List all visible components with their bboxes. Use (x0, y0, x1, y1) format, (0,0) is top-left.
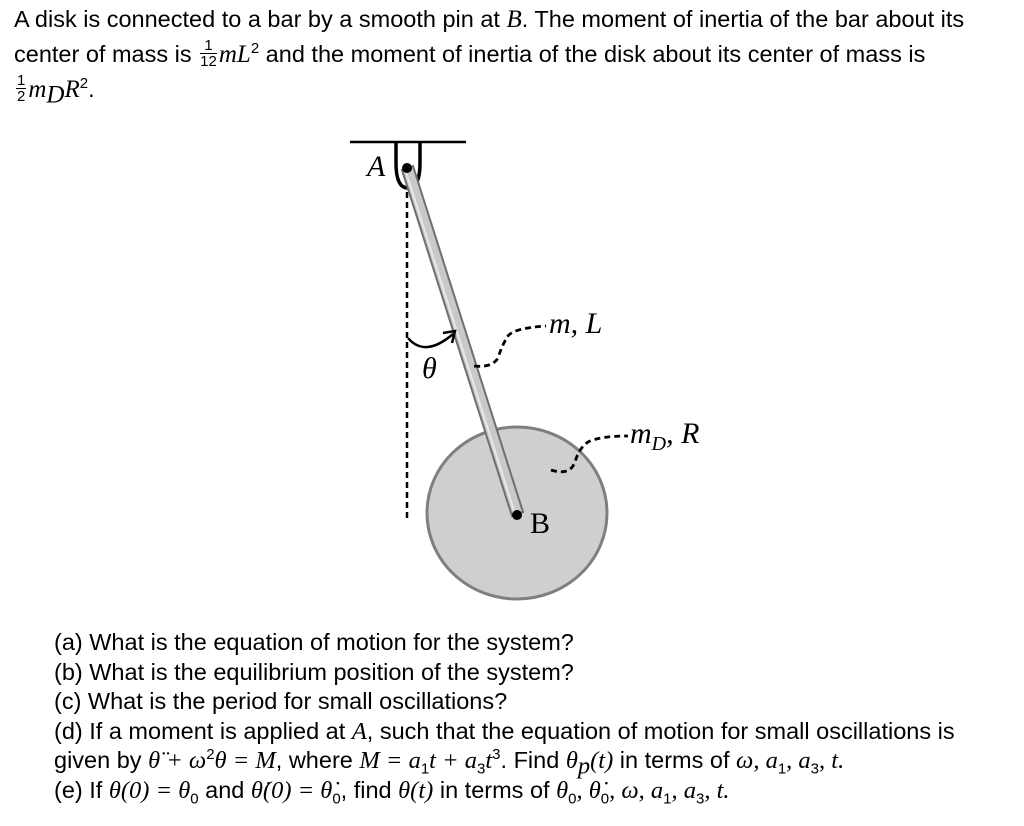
pin-a-dot (402, 163, 412, 173)
fraction-one-half: $\frac{1}{2}$ (17, 72, 26, 106)
question-a: (a) What is the equation of motion for the system? (54, 629, 574, 655)
question-e: (e) If $\theta(0) = \theta_0$ and θ̇(0) = $\thetȧ_0$, find θ(t) in terms of $\theta_0$, $\thetȧ_0$, ω, $a_1$, $a_3$, t. (54, 776, 730, 808)
fraction-one-twelfth: $\frac{1}{12}$ (200, 37, 217, 71)
point-b-ref: B (506, 6, 522, 33)
label-disk-mass-radius: $m_D$, R (630, 417, 700, 455)
bar-label-leader (474, 326, 546, 366)
label-point-a: A (367, 150, 386, 183)
label-point-b: B (530, 507, 551, 540)
intro-text-2: . The moment of inertia of the bar about its center of mass is (14, 6, 965, 67)
intro-period: . (88, 76, 95, 102)
question-b: (b) What is the equilibrium position of the system? (54, 658, 574, 685)
theta-arc (408, 334, 453, 347)
intro-text-3: and the moment of inertia of the disk about its center of mass is (259, 41, 926, 67)
exponent-2b: 2 (79, 75, 89, 93)
label-theta: θ (422, 352, 437, 385)
question-list (54, 628, 1016, 808)
question-c: (c) What is the period for small oscillations? (54, 688, 508, 714)
bar-inertia-expr: mL (218, 41, 251, 68)
pin-b-dot (512, 510, 522, 520)
disk-radius-symbol: R (64, 76, 80, 103)
disk-mass-subscript: D (46, 81, 65, 109)
label-bar-mass-length: m, L (549, 307, 603, 340)
question-d-line-1: (d) If a moment is applied at A, such that the equation of motion for small oscillations is (54, 717, 955, 745)
exponent-2: 2 (250, 40, 260, 58)
disk-mass-symbol: m (28, 76, 47, 103)
question-d-line-2: given by θ̈ + $\omega^2\theta = M$, where $M = a_1t + a_3t^3$. Find $\theta_p(t)$ in terms of ω, $a_1$, $a_3$, t. (54, 746, 845, 780)
intro-text-1: A disk is connected to a bar by a smooth pin at (14, 6, 507, 32)
